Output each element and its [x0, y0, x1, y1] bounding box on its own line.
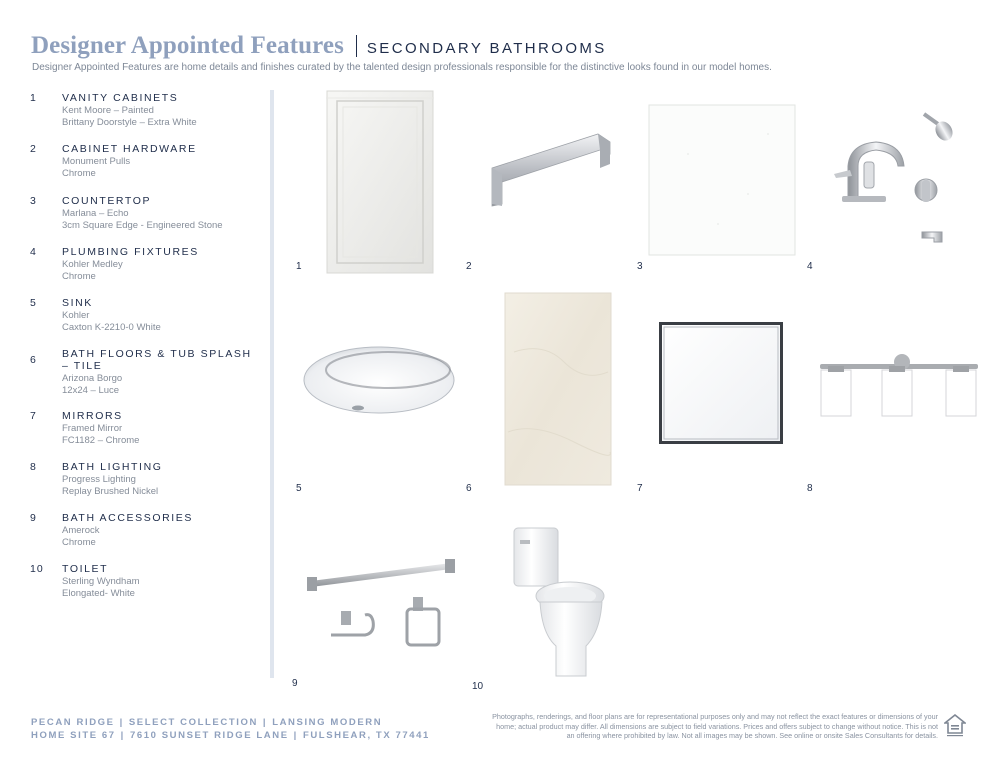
feature-title: MIRRORS — [62, 410, 123, 422]
disclaimer: Photographs, renderings, and floor plans are for representational purposes only and may not reflect the exact features or dimensions of your home; actual product may differ. All dimensions are subject to field variations. Prices and offers subject to change without notice. This is not an offering where prohibited by law. Not all images may be shown. See online or onsite Sales Consultants for details. — [492, 712, 938, 740]
feature-detail: Kent Moore – Painted — [62, 105, 154, 116]
bath-light-image — [818, 352, 980, 418]
cabinet-door-image — [326, 90, 434, 274]
feature-detail: Kohler Medley — [62, 259, 123, 270]
floor-tile-image — [504, 292, 612, 486]
feature-detail: Brittany Doorstyle – Extra White — [62, 117, 197, 128]
feature-title: CABINET HARDWARE — [62, 143, 197, 155]
feature-number: 1 — [30, 92, 37, 104]
feature-title: PLUMBING FIXTURES — [62, 246, 199, 258]
home-site: HOME SITE 67 — [31, 730, 116, 741]
cabinet-pull-image — [488, 128, 614, 212]
feature-title: VANITY CABINETS — [62, 92, 179, 104]
street-address: 7610 SUNSET RIDGE LANE — [129, 730, 289, 741]
collection-name: SELECT COLLECTION — [128, 717, 258, 728]
feature-number: 3 — [30, 195, 37, 207]
feature-detail: Chrome — [62, 271, 96, 282]
title-separator — [356, 35, 357, 57]
community-name: PECAN RIDGE — [31, 717, 115, 728]
image-number: 6 — [466, 483, 472, 494]
feature-detail: Marlana – Echo — [62, 208, 129, 219]
feature-detail: Progress Lighting — [62, 474, 136, 485]
feature-detail: Caxton K-2210-0 White — [62, 322, 161, 333]
feature-number: 8 — [30, 461, 37, 473]
intro-text: Designer Appointed Features are home details and finishes curated by the talented design professionals responsible for the distinctive looks found in our model homes. — [32, 62, 772, 73]
feature-detail: Amerock — [62, 525, 100, 536]
page-header — [31, 32, 607, 60]
image-number: 7 — [637, 483, 643, 494]
equal-housing-icon — [944, 714, 966, 738]
image-number: 3 — [637, 261, 643, 272]
feature-number: 5 — [30, 297, 37, 309]
feature-detail: 12x24 – Luce — [62, 385, 120, 396]
feature-number: 9 — [30, 512, 37, 524]
city-state-zip: FULSHEAR, TX 77441 — [302, 730, 430, 741]
sink-image — [302, 344, 456, 416]
feature-detail: Chrome — [62, 168, 96, 179]
image-number: 5 — [296, 483, 302, 494]
feature-title: TOILET — [62, 563, 109, 575]
feature-title: BATH ACCESSORIES — [62, 512, 194, 524]
plumbing-fixtures-image — [828, 106, 958, 252]
feature-detail: Chrome — [62, 537, 96, 548]
feature-detail: Kohler — [62, 310, 90, 321]
feature-title: COUNTERTOP — [62, 195, 152, 207]
image-number: 1 — [296, 261, 302, 272]
feature-detail: Arizona Borgo — [62, 373, 123, 384]
page-title: Designer Appointed Features — [31, 32, 344, 59]
image-number: 2 — [466, 261, 472, 272]
image-number: 9 — [292, 678, 298, 689]
feature-detail: Elongated- White — [62, 588, 135, 599]
feature-detail: Monument Pulls — [62, 156, 131, 167]
feature-title: BATH FLOORS & TUB SPLASH – TILE — [62, 348, 252, 372]
vertical-divider — [270, 90, 274, 678]
feature-detail: Sterling Wyndham — [62, 576, 140, 587]
feature-detail: Framed Mirror — [62, 423, 123, 434]
image-number: 8 — [807, 483, 813, 494]
framed-mirror-image — [659, 322, 783, 444]
page-subtitle: SECONDARY BATHROOMS — [366, 40, 607, 57]
bath-accessories-image — [305, 555, 457, 651]
feature-title: BATH LIGHTING — [62, 461, 163, 473]
countertop-swatch-image — [648, 104, 796, 256]
feature-number: 4 — [30, 246, 37, 258]
feature-title: SINK — [62, 297, 93, 309]
toilet-image — [512, 524, 608, 680]
feature-detail: Replay Brushed Nickel — [62, 486, 159, 497]
feature-number: 10 — [30, 563, 44, 575]
image-number: 10 — [472, 681, 484, 692]
feature-detail: 3cm Square Edge - Engineered Stone — [62, 220, 223, 231]
footer-address: PECAN RIDGE | SELECT COLLECTION | LANSING MODERN HOME SITE 67 | 7610 SUNSET RIDGE LANE | FULSHEAR, TX 77441 — [31, 717, 430, 741]
model-name: LANSING MODERN — [272, 717, 383, 728]
feature-number: 7 — [30, 410, 37, 422]
feature-detail: FC1182 – Chrome — [62, 435, 140, 446]
image-number: 4 — [807, 261, 813, 272]
feature-number: 6 — [30, 354, 37, 366]
feature-number: 2 — [30, 143, 37, 155]
